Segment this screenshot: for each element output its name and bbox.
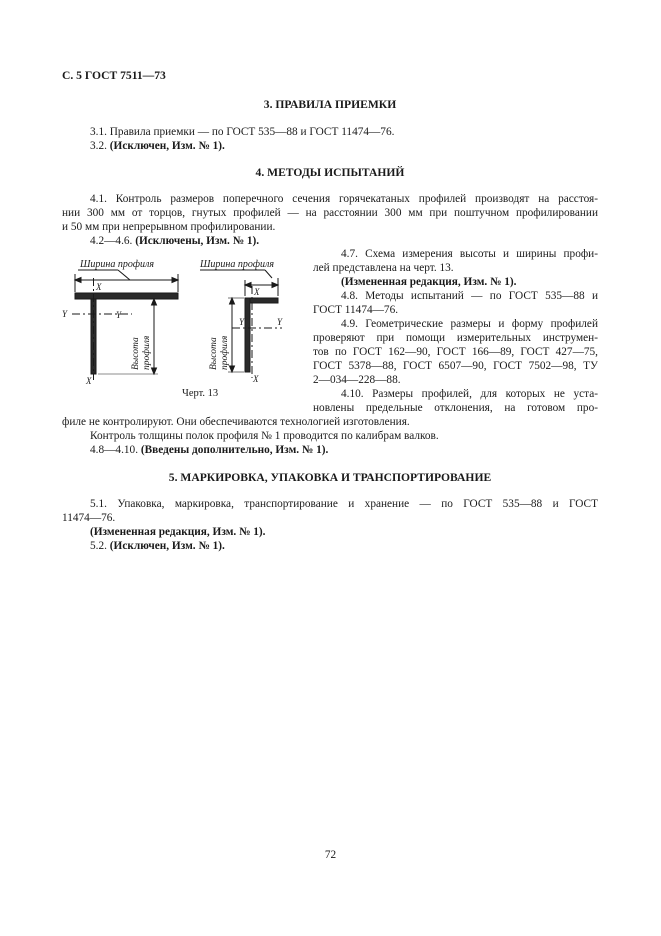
paragraph-4-1-line-1: 4.1. Контроль размеров поперечного сечения горячекатаных профилей производят на расстоя- (90, 193, 598, 205)
paragraph-4-10-line-3: филе не контролируют. Они обеспечиваются технологией изготовления. (62, 416, 410, 428)
axis-y-right-outer: Y (239, 317, 245, 327)
paragraph-4-8-4-10-amendment: (Введены дополнительно, Изм. № 1). (140, 444, 329, 456)
t-profile (72, 270, 178, 380)
arrowhead (172, 278, 178, 283)
paragraph-5-1-line-2: 11474—76. (62, 512, 116, 524)
paragraph-4-8-line-2: ГОСТ 11474—76. (313, 304, 399, 316)
paragraph-4-7-line-1: 4.7. Схема измерения высоты и ширины профи- (341, 248, 598, 260)
document-header: С. 5 ГОСТ 7511—73 (62, 69, 166, 82)
section-5-title: 5. МАРКИРОВКА, УПАКОВКА И ТРАНСПОРТИРОВАНИЕ (168, 471, 492, 484)
angle-web (245, 298, 250, 372)
paragraph-flange-thickness: Контроль толщины полок профиля № 1 проводится по калибрам валков. (90, 430, 439, 442)
arrowhead (230, 366, 235, 372)
paragraph-5-2-amendment: (Исключен, Изм. № 1). (109, 540, 225, 552)
paragraph-4-1-line-3: и 50 мм при непрерывном профилировании. (62, 221, 276, 233)
section-4-title: 4. МЕТОДЫ ИСПЫТАНИЙ (255, 166, 405, 179)
arrowhead (230, 298, 235, 304)
width-label-left: Ширина профиля (80, 259, 154, 270)
t-flange (75, 293, 178, 299)
arrowhead (152, 368, 157, 374)
paragraph-4-9-line-3: тов по ГОСТ 162—90, ГОСТ 166—89, ГОСТ 427—75, (313, 346, 598, 358)
paragraph-4-10-line-2: новлены предельные отклонения, на готовом про- (313, 402, 598, 414)
section-3-title: 3. ПРАВИЛА ПРИЕМКИ (263, 98, 397, 111)
axis-x-top-right: X (254, 287, 260, 297)
height-label-left-2: профиля (142, 335, 152, 370)
width-label-leader-left (118, 270, 130, 280)
axis-x-top-left: X (96, 282, 102, 292)
page-number: 72 (324, 849, 337, 861)
paragraph-4-9-line-1: 4.9. Геометрические размеры и форму профилей (341, 318, 598, 330)
height-label-right-2: профиля (220, 335, 230, 370)
width-label-right: Ширина профиля (200, 259, 274, 270)
axis-x-bottom-right: X (253, 374, 259, 384)
arrowhead (152, 299, 157, 305)
paragraph-4-9-line-5: 2—034—228—88. (313, 374, 401, 386)
axis-y-left-inner: Y (116, 310, 122, 320)
paragraph-4-9-line-2: проверяют при помощи измерительных инструмен- (313, 332, 598, 344)
figure-13-drawing (60, 252, 310, 386)
paragraph-4-1-line-2: нии 300 мм от торцов, гнутых профилей — на расстоянии 300 мм при поштучном профилировании (62, 207, 598, 219)
paragraph-3-2 (90, 140, 225, 153)
arrowhead (75, 278, 81, 283)
paragraph-4-8-line-1: 4.8. Методы испытаний — по ГОСТ 535—88 и (341, 290, 598, 302)
axis-y-right-inner: Y (277, 317, 283, 327)
figure-13-caption: Черт. 13 (182, 388, 219, 399)
paragraph-4-8-4-10 (90, 444, 328, 457)
axis-y-left-outer: Y (62, 309, 68, 319)
paragraph-4-10-line-1: 4.10. Размеры профилей, для которых не уста- (341, 388, 598, 400)
axis-x-bottom-left: X (86, 376, 92, 386)
paragraph-3-1: 3.1. Правила приемки — по ГОСТ 535—88 и ГОСТ 11474—76. (90, 126, 395, 138)
paragraph-3-2-number: 3.2. (90, 140, 107, 152)
height-label-left-1: Высота (131, 337, 141, 370)
paragraph-5-1-line-1: 5.1. Упаковка, маркировка, транспортирование и хранение — по ГОСТ 535—88 и ГОСТ (90, 498, 598, 510)
paragraph-4-2-number: 4.2—4.6. (90, 235, 133, 247)
paragraph-4-2-4-6 (90, 235, 259, 248)
paragraph-4-9-line-4: ГОСТ 5378—88, ГОСТ 6507—90, ГОСТ 7502—98, ТУ (313, 360, 598, 372)
paragraph-3-2-amendment: (Исключен, Изм. № 1). (109, 140, 225, 152)
paragraph-4-2-amendment: (Исключены, Изм. № 1). (135, 235, 260, 247)
paragraph-5-2 (90, 540, 225, 553)
height-label-right-1: Высота (209, 337, 219, 370)
paragraph-4-8-4-10-number: 4.8—4.10. (90, 444, 139, 456)
paragraph-5-2-number: 5.2. (90, 540, 107, 552)
paragraph-4-7-line-2: лей представлена на черт. 13. (313, 262, 454, 274)
arrowhead (272, 283, 278, 288)
paragraph-5-1-amendment: (Измененная редакция, Изм. № 1). (90, 526, 266, 538)
paragraph-4-7-amendment: (Измененная редакция, Изм. № 1). (341, 276, 517, 288)
width-label-leader-right (265, 270, 272, 278)
arrowhead (245, 283, 251, 288)
